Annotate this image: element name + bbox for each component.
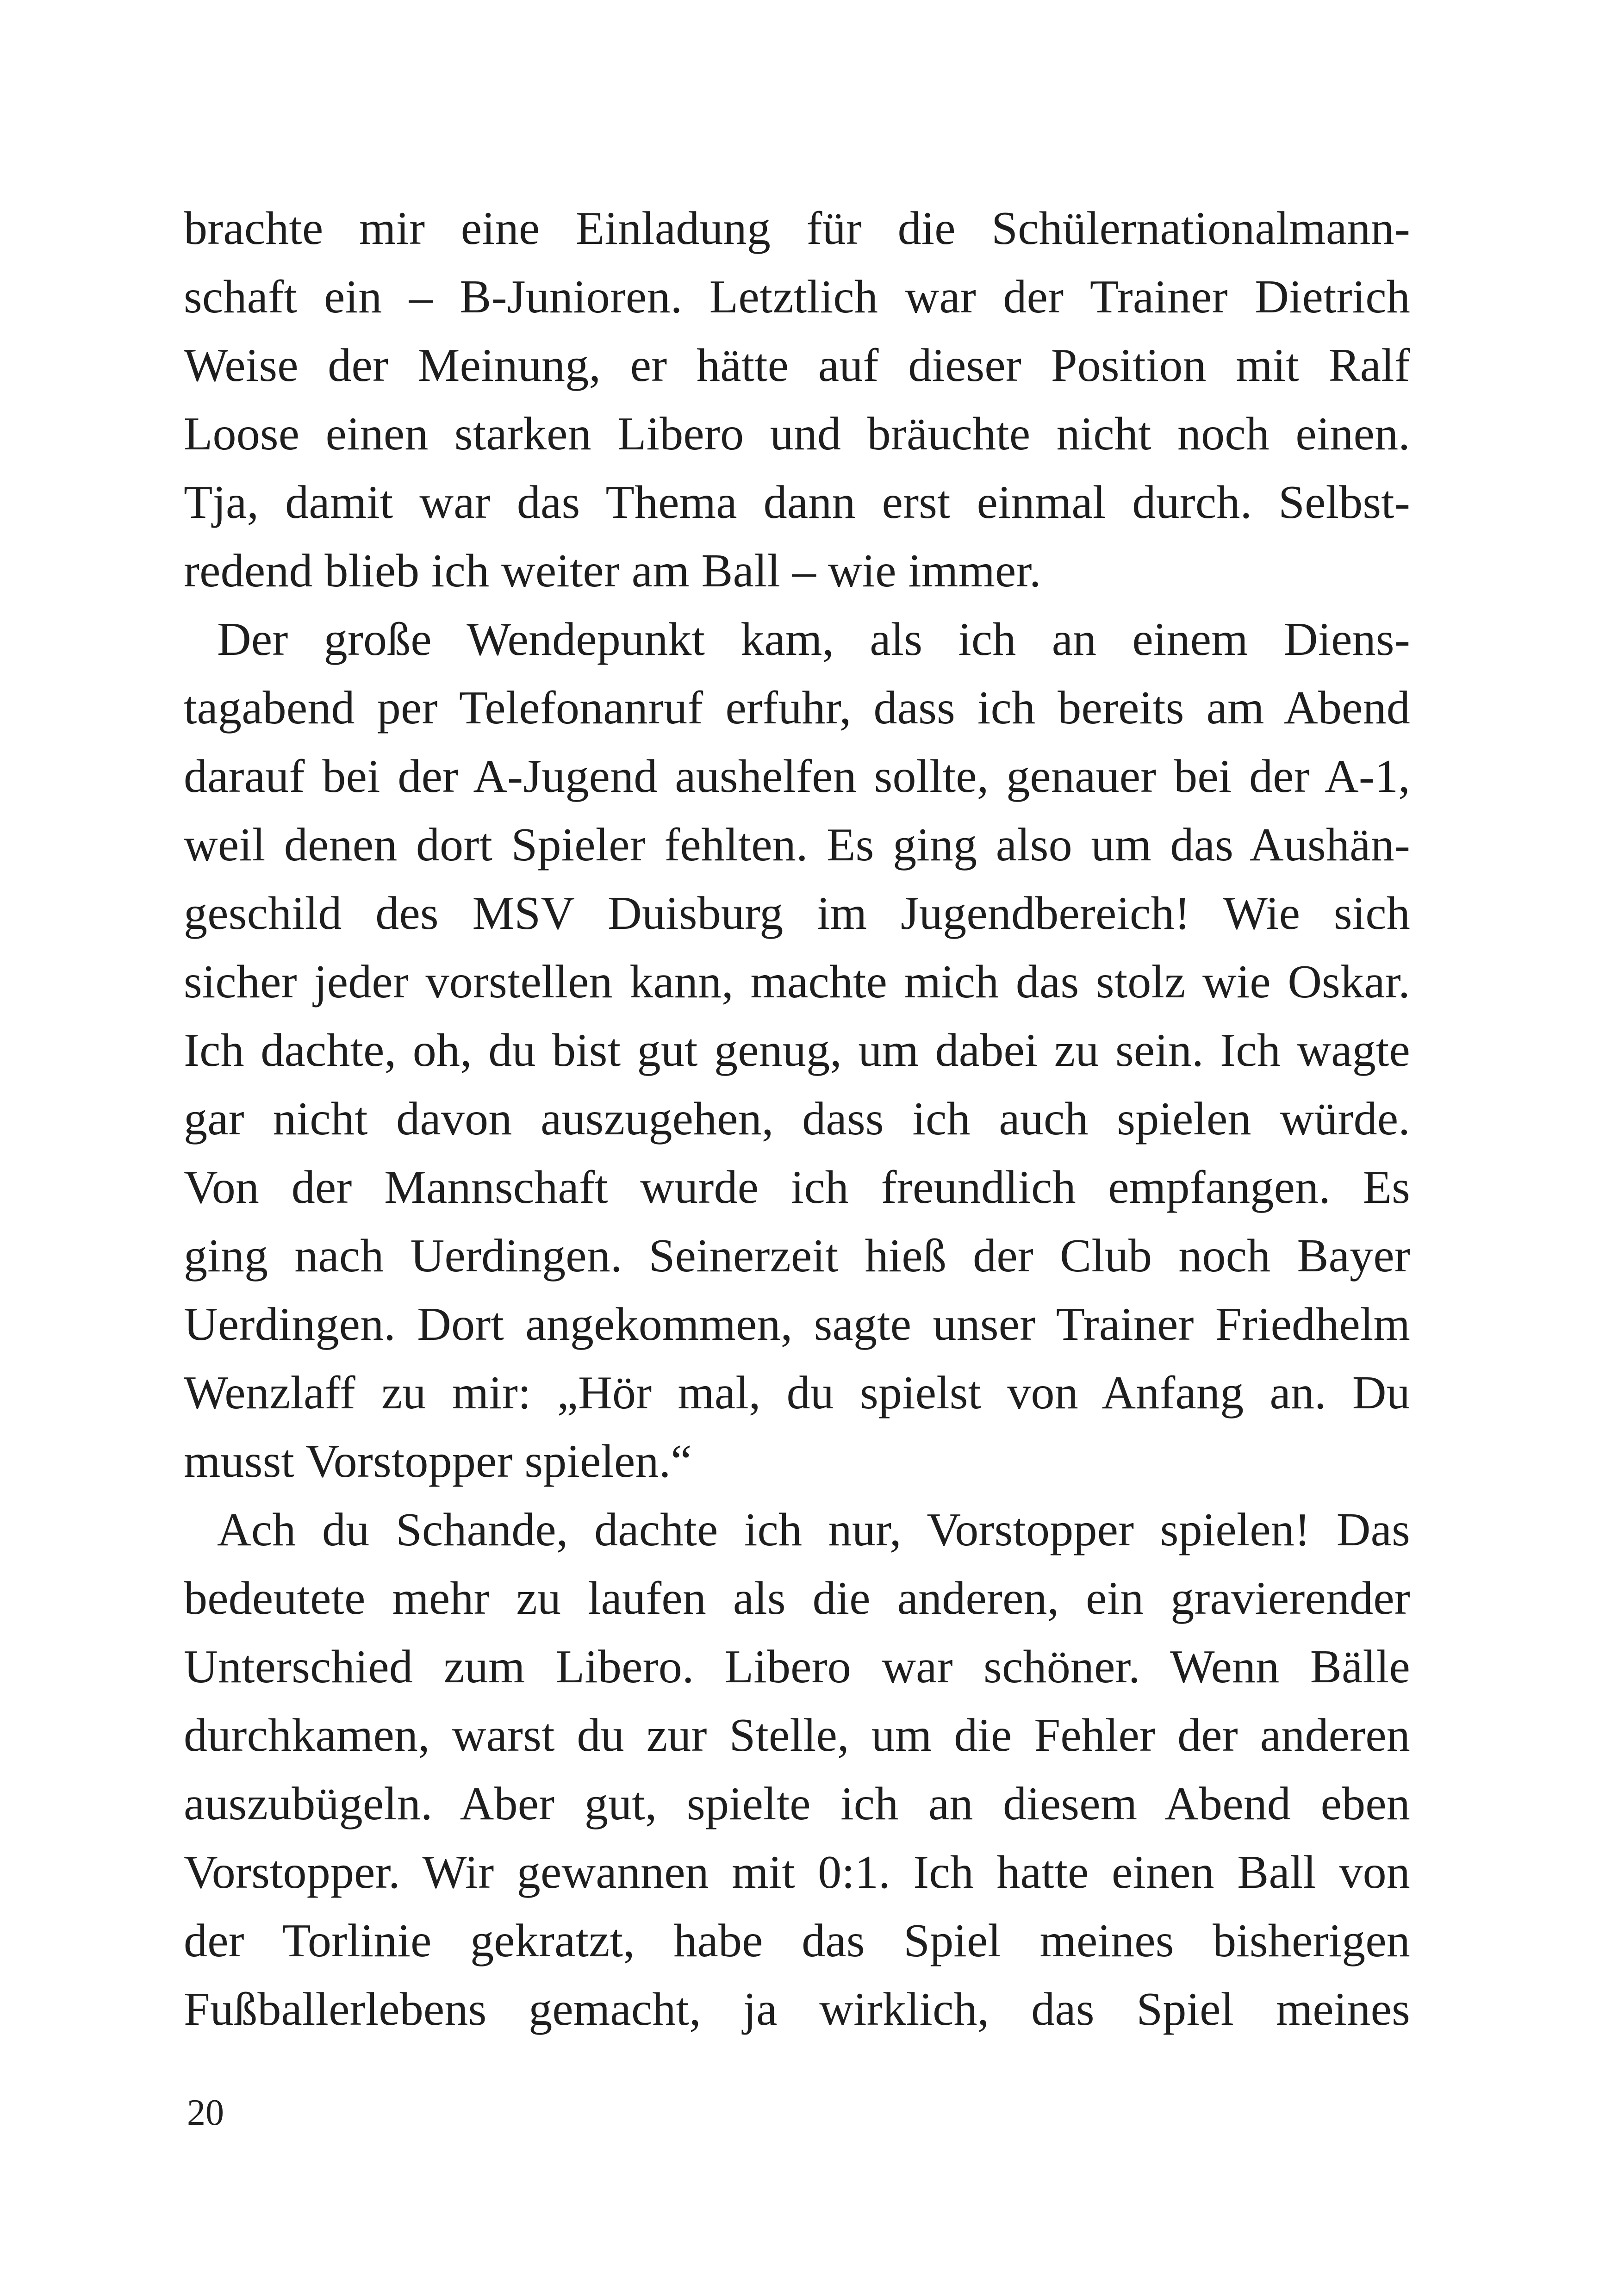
text-line: Wenzlaff zu mir: „Hör mal, du spielst von Anfang an. Du [184, 1367, 1410, 1419]
text-line: Von der Mannschaft wurde ich freundlich empfangen. Es [184, 1161, 1410, 1213]
text-line: brachte mir eine Einladung für die Schülernationalmann- [184, 202, 1410, 255]
paragraph [184, 1496, 1410, 2044]
text-line: ging nach Uerdingen. Seinerzeit hieß der Club noch Bayer [184, 1230, 1410, 1282]
text-line: gar nicht davon auszugehen, dass ich auch spielen würde. [184, 1093, 1410, 1145]
text-line: Tja, damit war das Thema dann erst einmal durch. Selbst- [184, 476, 1410, 529]
text-line: musst Vorstopper spielen.“ [184, 1435, 692, 1487]
body-text [184, 194, 1410, 2044]
paragraph [184, 194, 1410, 605]
text-line: darauf bei der A-Jugend aushelfen sollte, genauer bei der A-1, [184, 750, 1410, 803]
text-line: sicher jeder vorstellen kann, machte mich das stolz wie Oskar. [184, 956, 1410, 1008]
text-line: Loose einen starken Libero und bräuchte nicht noch einen. [184, 408, 1410, 460]
text-line: bedeutete mehr zu laufen als die anderen, ein gravierender [184, 1572, 1410, 1624]
text-line: durchkamen, warst du zur Stelle, um die Fehler der anderen [184, 1709, 1410, 1761]
text-line: Vorstopper. Wir gewannen mit 0:1. Ich hatte einen Ball von [184, 1846, 1410, 1898]
text-line: weil denen dort Spieler fehlten. Es ging also um das Aushän- [184, 819, 1410, 871]
paragraph [184, 605, 1410, 1496]
text-line: geschild des MSV Duisburg im Jugendbereich! Wie sich [184, 887, 1410, 940]
text-line: auszubügeln. Aber gut, spielte ich an diesem Abend eben [184, 1778, 1410, 1830]
text-line: Ach du Schande, dachte ich nur, Vorstopper spielen! Das [217, 1504, 1410, 1556]
text-line: der Torlinie gekratzt, habe das Spiel meines bisherigen [184, 1915, 1410, 1967]
text-line: Ich dachte, oh, du bist gut genug, um dabei zu sein. Ich wagte [184, 1024, 1410, 1076]
text-line: Uerdingen. Dort angekommen, sagte unser Trainer Friedhelm [184, 1298, 1410, 1350]
text-line: tagabend per Telefonanruf erfuhr, dass ich bereits am Abend [184, 682, 1410, 734]
text-line: Der große Wendepunkt kam, als ich an einem Diens- [217, 613, 1410, 666]
text-line: redend blieb ich weiter am Ball – wie immer. [184, 545, 1041, 597]
text-line: Fußballerlebens gemacht, ja wirklich, das Spiel meines [184, 1983, 1410, 2035]
text-line: schaft ein – B-Junioren. Letztlich war der Trainer Dietrich [184, 271, 1410, 323]
page-number: 20 [187, 2092, 224, 2133]
text-line: Weise der Meinung, er hätte auf dieser Position mit Ralf [184, 339, 1410, 392]
text-line: Unterschied zum Libero. Libero war schöner. Wenn Bälle [184, 1641, 1410, 1693]
